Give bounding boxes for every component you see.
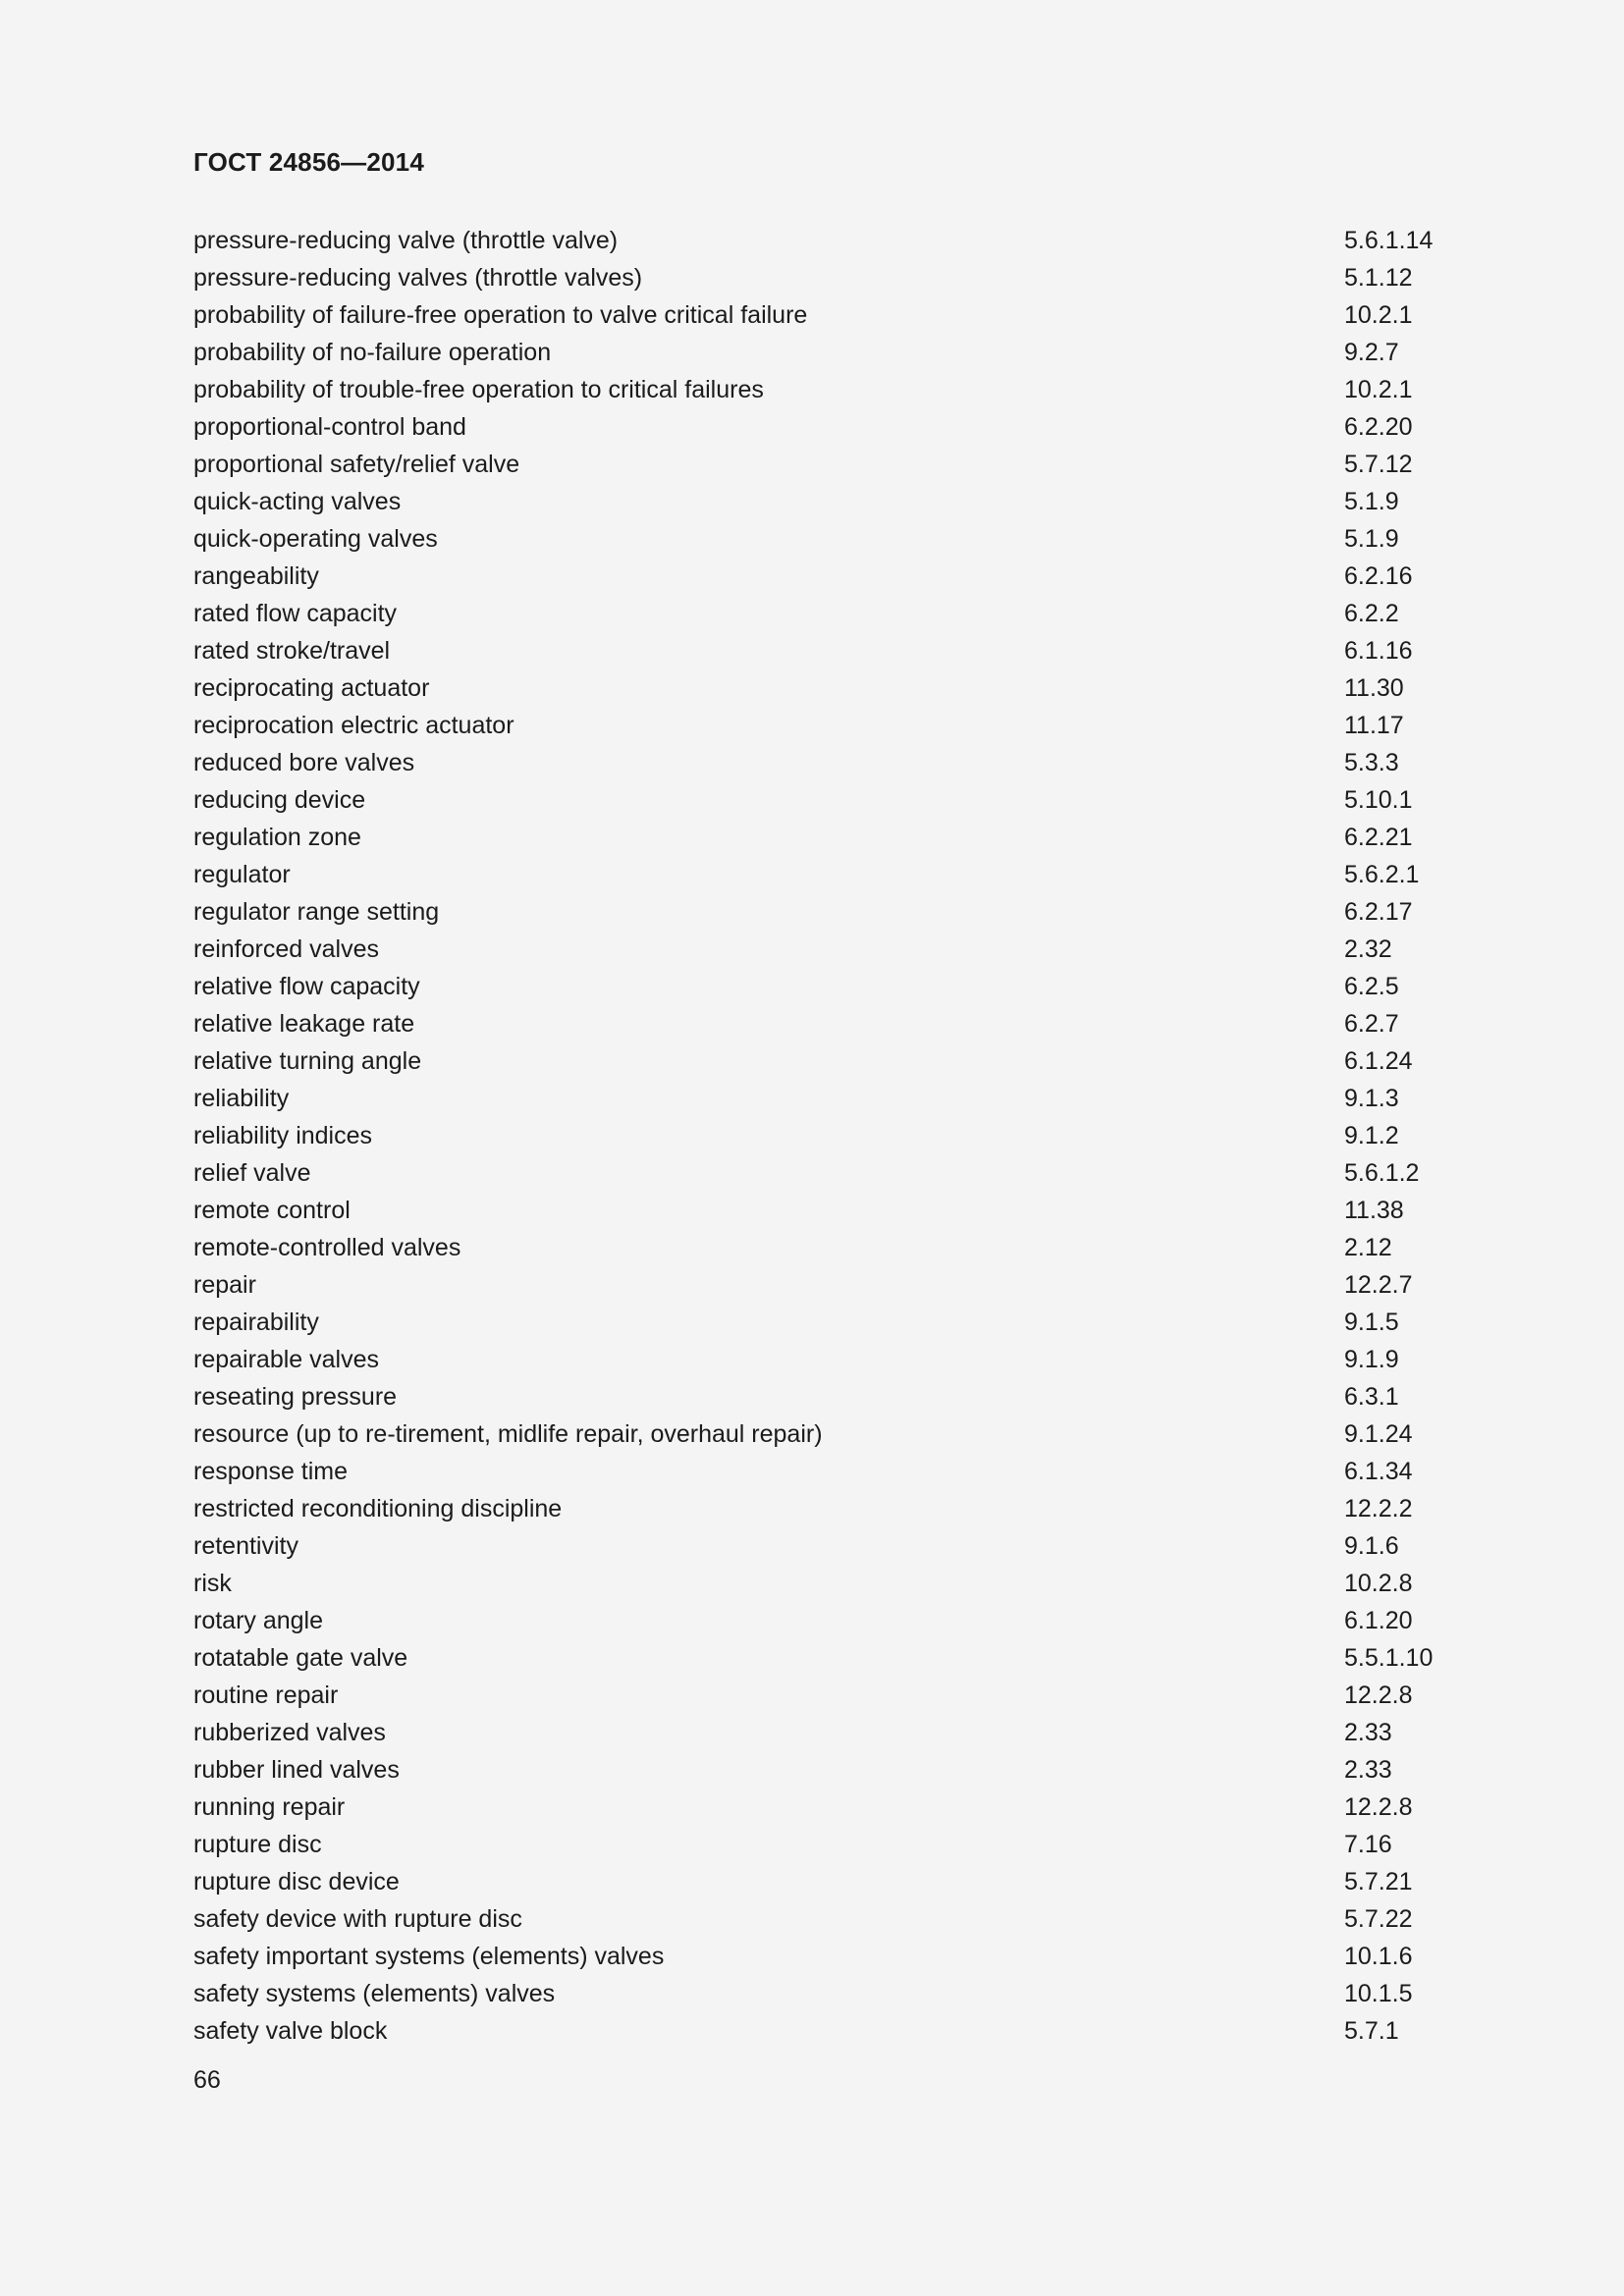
index-term: quick-acting valves — [193, 488, 402, 515]
index-clause-ref: 5.1.12 — [1344, 264, 1413, 292]
index-entry — [193, 1304, 1470, 1341]
index-term: rupture disc device — [193, 1868, 400, 1896]
index-entry — [193, 371, 1470, 408]
index-clause-ref: 6.2.7 — [1344, 1010, 1399, 1038]
page-number: 66 — [193, 2066, 221, 2094]
index-term: reliability — [193, 1085, 290, 1112]
index-clause-ref: 6.1.24 — [1344, 1047, 1413, 1075]
index-entry — [193, 1042, 1470, 1080]
index-entry — [193, 1602, 1470, 1639]
term-index-list — [193, 222, 1470, 2050]
index-clause-ref: 5.10.1 — [1344, 786, 1413, 814]
index-clause-ref: 11.38 — [1344, 1197, 1404, 1224]
index-term: reliability indices — [193, 1122, 373, 1149]
index-clause-ref: 9.1.24 — [1344, 1420, 1413, 1448]
index-entry — [193, 1975, 1470, 2012]
document-header: ГОСТ 24856—2014 — [193, 147, 424, 177]
index-clause-ref: 2.12 — [1344, 1234, 1392, 1261]
index-clause-ref: 2.33 — [1344, 1719, 1392, 1746]
index-entry — [193, 1789, 1470, 1826]
index-entry — [193, 1378, 1470, 1415]
index-clause-ref: 11.30 — [1344, 674, 1404, 702]
index-term: safety device with rupture disc — [193, 1905, 522, 1933]
index-term: reducing device — [193, 786, 366, 814]
index-clause-ref: 9.1.9 — [1344, 1346, 1399, 1373]
index-entry — [193, 222, 1470, 259]
index-entry — [193, 446, 1470, 483]
index-term: pressure-reducing valves (throttle valves) — [193, 264, 643, 292]
index-clause-ref: 6.1.16 — [1344, 637, 1413, 665]
index-clause-ref: 6.2.5 — [1344, 973, 1399, 1000]
index-term: reciprocation electric actuator — [193, 712, 514, 739]
index-clause-ref: 5.7.21 — [1344, 1868, 1413, 1896]
index-clause-ref: 10.1.5 — [1344, 1980, 1413, 2007]
index-term: repairable valves — [193, 1346, 379, 1373]
index-term: regulation zone — [193, 824, 361, 851]
index-clause-ref: 12.2.7 — [1344, 1271, 1413, 1299]
index-entry — [193, 1490, 1470, 1527]
index-term: proportional safety/relief valve — [193, 451, 520, 478]
index-entry — [193, 1714, 1470, 1751]
index-clause-ref: 5.6.2.1 — [1344, 861, 1420, 888]
index-entry — [193, 931, 1470, 968]
index-clause-ref: 5.7.1 — [1344, 2017, 1399, 2045]
index-term: repair — [193, 1271, 256, 1299]
index-term: reinforced valves — [193, 935, 379, 963]
index-clause-ref: 6.2.16 — [1344, 562, 1413, 590]
index-entry — [193, 1565, 1470, 1602]
index-clause-ref: 6.3.1 — [1344, 1383, 1399, 1411]
index-entry — [193, 669, 1470, 707]
index-term: response time — [193, 1458, 349, 1485]
index-entry — [193, 1192, 1470, 1229]
index-clause-ref: 7.16 — [1344, 1831, 1392, 1858]
index-entry — [193, 558, 1470, 595]
index-entry — [193, 2012, 1470, 2050]
index-clause-ref: 5.1.9 — [1344, 525, 1399, 553]
index-term: rupture disc — [193, 1831, 322, 1858]
index-entry — [193, 1527, 1470, 1565]
index-entry — [193, 819, 1470, 856]
index-entry — [193, 1266, 1470, 1304]
index-term: rubber lined valves — [193, 1756, 400, 1784]
index-entry — [193, 1341, 1470, 1378]
index-term: safety systems (elements) valves — [193, 1980, 556, 2007]
index-entry — [193, 856, 1470, 893]
index-term: rangeability — [193, 562, 319, 590]
index-term: reciprocating actuator — [193, 674, 430, 702]
index-entry — [193, 707, 1470, 744]
index-term: relative flow capacity — [193, 973, 420, 1000]
index-term: repairability — [193, 1308, 319, 1336]
index-entry — [193, 408, 1470, 446]
index-term: rated stroke/travel — [193, 637, 391, 665]
index-term: rubberized valves — [193, 1719, 386, 1746]
index-clause-ref: 10.2.1 — [1344, 301, 1413, 329]
index-entry — [193, 1900, 1470, 1938]
index-term: quick-operating valves — [193, 525, 438, 553]
index-clause-ref: 5.7.12 — [1344, 451, 1413, 478]
index-clause-ref: 12.2.8 — [1344, 1682, 1413, 1709]
index-clause-ref: 5.3.3 — [1344, 749, 1399, 776]
index-term: routine repair — [193, 1682, 339, 1709]
index-term: retentivity — [193, 1532, 298, 1560]
index-clause-ref: 11.17 — [1344, 712, 1404, 739]
index-entry — [193, 483, 1470, 520]
index-entry — [193, 968, 1470, 1005]
index-term: resource (up to re-tirement, midlife repair, overhaul repair) — [193, 1420, 823, 1448]
index-clause-ref: 12.2.8 — [1344, 1793, 1413, 1821]
index-entry — [193, 1117, 1470, 1154]
index-clause-ref: 9.1.3 — [1344, 1085, 1399, 1112]
index-term: restricted reconditioning discipline — [193, 1495, 563, 1522]
index-term: remote control — [193, 1197, 351, 1224]
index-entry — [193, 520, 1470, 558]
index-clause-ref: 5.7.22 — [1344, 1905, 1413, 1933]
index-term: relative turning angle — [193, 1047, 422, 1075]
index-clause-ref: 10.2.1 — [1344, 376, 1413, 403]
index-entry — [193, 781, 1470, 819]
index-entry — [193, 1863, 1470, 1900]
index-term: safety valve block — [193, 2017, 388, 2045]
index-clause-ref: 2.32 — [1344, 935, 1392, 963]
index-entry — [193, 296, 1470, 334]
index-term: reseating pressure — [193, 1383, 398, 1411]
index-clause-ref: 10.2.8 — [1344, 1570, 1413, 1597]
index-clause-ref: 10.1.6 — [1344, 1943, 1413, 1970]
index-term: probability of no-failure operation — [193, 339, 552, 366]
index-term: rotary angle — [193, 1607, 324, 1634]
index-entry — [193, 1005, 1470, 1042]
index-clause-ref: 5.1.9 — [1344, 488, 1399, 515]
index-clause-ref: 6.2.17 — [1344, 898, 1413, 926]
index-entry — [193, 632, 1470, 669]
index-entry — [193, 1453, 1470, 1490]
index-entry — [193, 259, 1470, 296]
index-term: pressure-reducing valve (throttle valve) — [193, 227, 619, 254]
index-entry — [193, 1677, 1470, 1714]
index-term: relative leakage rate — [193, 1010, 415, 1038]
index-clause-ref: 6.2.20 — [1344, 413, 1413, 441]
index-entry — [193, 893, 1470, 931]
index-term: probability of trouble-free operation to critical failures — [193, 376, 764, 403]
index-clause-ref: 9.1.5 — [1344, 1308, 1399, 1336]
index-clause-ref: 5.5.1.10 — [1344, 1644, 1434, 1672]
index-entry — [193, 744, 1470, 781]
index-entry — [193, 1415, 1470, 1453]
index-clause-ref: 9.1.6 — [1344, 1532, 1399, 1560]
index-term: relief valve — [193, 1159, 311, 1187]
index-clause-ref: 5.6.1.14 — [1344, 227, 1434, 254]
index-entry — [193, 334, 1470, 371]
index-clause-ref: 12.2.2 — [1344, 1495, 1413, 1522]
index-clause-ref: 6.1.20 — [1344, 1607, 1413, 1634]
index-entry — [193, 1154, 1470, 1192]
index-term: probability of failure-free operation to valve critical failure — [193, 301, 808, 329]
index-entry — [193, 595, 1470, 632]
index-term: running repair — [193, 1793, 346, 1821]
index-entry — [193, 1938, 1470, 1975]
index-entry — [193, 1751, 1470, 1789]
index-term: safety important systems (elements) valves — [193, 1943, 665, 1970]
index-clause-ref: 9.1.2 — [1344, 1122, 1399, 1149]
index-term: rated flow capacity — [193, 600, 398, 627]
index-entry — [193, 1229, 1470, 1266]
index-clause-ref: 9.2.7 — [1344, 339, 1399, 366]
index-term: reduced bore valves — [193, 749, 415, 776]
index-clause-ref: 6.1.34 — [1344, 1458, 1413, 1485]
index-clause-ref: 2.33 — [1344, 1756, 1392, 1784]
index-term: rotatable gate valve — [193, 1644, 408, 1672]
index-term: remote-controlled valves — [193, 1234, 461, 1261]
index-clause-ref: 6.2.21 — [1344, 824, 1413, 851]
index-term: risk — [193, 1570, 232, 1597]
index-entry — [193, 1826, 1470, 1863]
index-entry — [193, 1639, 1470, 1677]
index-term: regulator range setting — [193, 898, 440, 926]
index-term: regulator — [193, 861, 291, 888]
index-clause-ref: 5.6.1.2 — [1344, 1159, 1420, 1187]
index-clause-ref: 6.2.2 — [1344, 600, 1399, 627]
index-entry — [193, 1080, 1470, 1117]
index-term: proportional-control band — [193, 413, 466, 441]
